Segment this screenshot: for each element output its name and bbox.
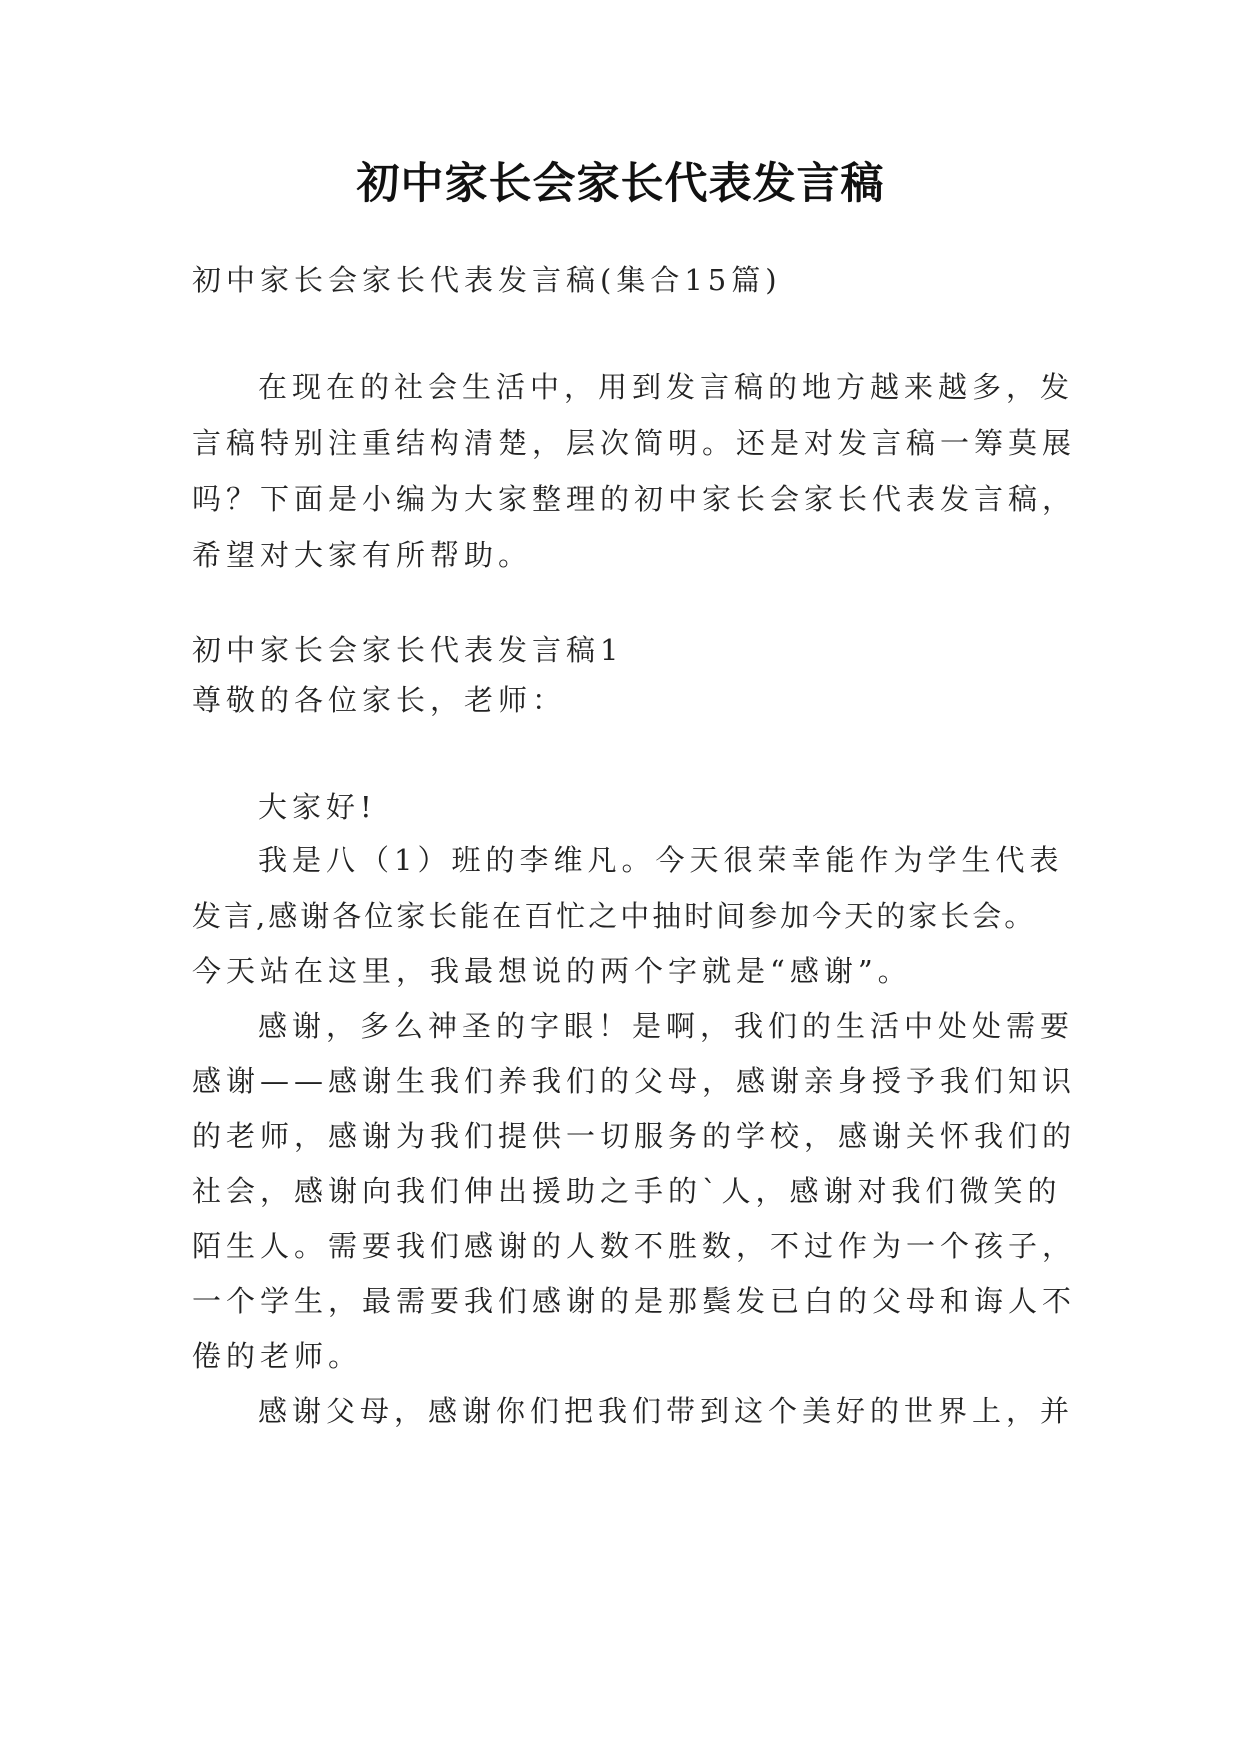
body-line: 感谢，多么神圣的字眼！是啊，我们的生活中处处需要 [258, 1009, 1075, 1043]
document-subtitle: 初中家长会家长代表发言稿(集合15篇) [192, 263, 782, 297]
body-line: 一个学生，最需要我们感谢的是那鬓发已白的父母和诲人不 [192, 1284, 1077, 1318]
body-line: 发言,感谢各位家长能在百忙之中抽时间参加今天的家长会。 [192, 899, 1037, 933]
body-line: 倦的老师。 [192, 1339, 363, 1373]
intro-line: 在现在的社会生活中，用到发言稿的地方越来越多，发 [258, 370, 1075, 404]
document-title: 初中家长会家长代表发言稿 [356, 159, 885, 209]
body-line: 社会，感谢向我们伸出援助之手的`人，感谢对我们微笑的 [192, 1174, 1062, 1208]
body-line: 的老师，感谢为我们提供一切服务的学校，感谢关怀我们的 [192, 1119, 1077, 1153]
section-heading: 初中家长会家长代表发言稿1 [192, 633, 624, 667]
intro-line: 言稿特别注重结构清楚，层次简明。还是对发言稿一筹莫展 [192, 426, 1077, 460]
body-line: 今天站在这里，我最想说的两个字就是“感谢”。 [192, 954, 912, 988]
intro-line: 吗？下面是小编为大家整理的初中家长会家长代表发言稿， [192, 482, 1077, 516]
body-line: 感谢父母，感谢你们把我们带到这个美好的世界上，并 [258, 1394, 1075, 1428]
greeting: 大家好! [258, 790, 377, 824]
intro-line: 希望对大家有所帮助。 [192, 538, 533, 572]
body-line: 感谢——感谢生我们养我们的父母，感谢亲身授予我们知识 [192, 1064, 1077, 1098]
body-line: 陌生人。需要我们感谢的人数不胜数，不过作为一个孩子， [192, 1229, 1077, 1263]
body-line: 我是八（1）班的李维凡。今天很荣幸能作为学生代表 [258, 843, 1064, 877]
salutation: 尊敬的各位家长，老师： [192, 683, 567, 717]
